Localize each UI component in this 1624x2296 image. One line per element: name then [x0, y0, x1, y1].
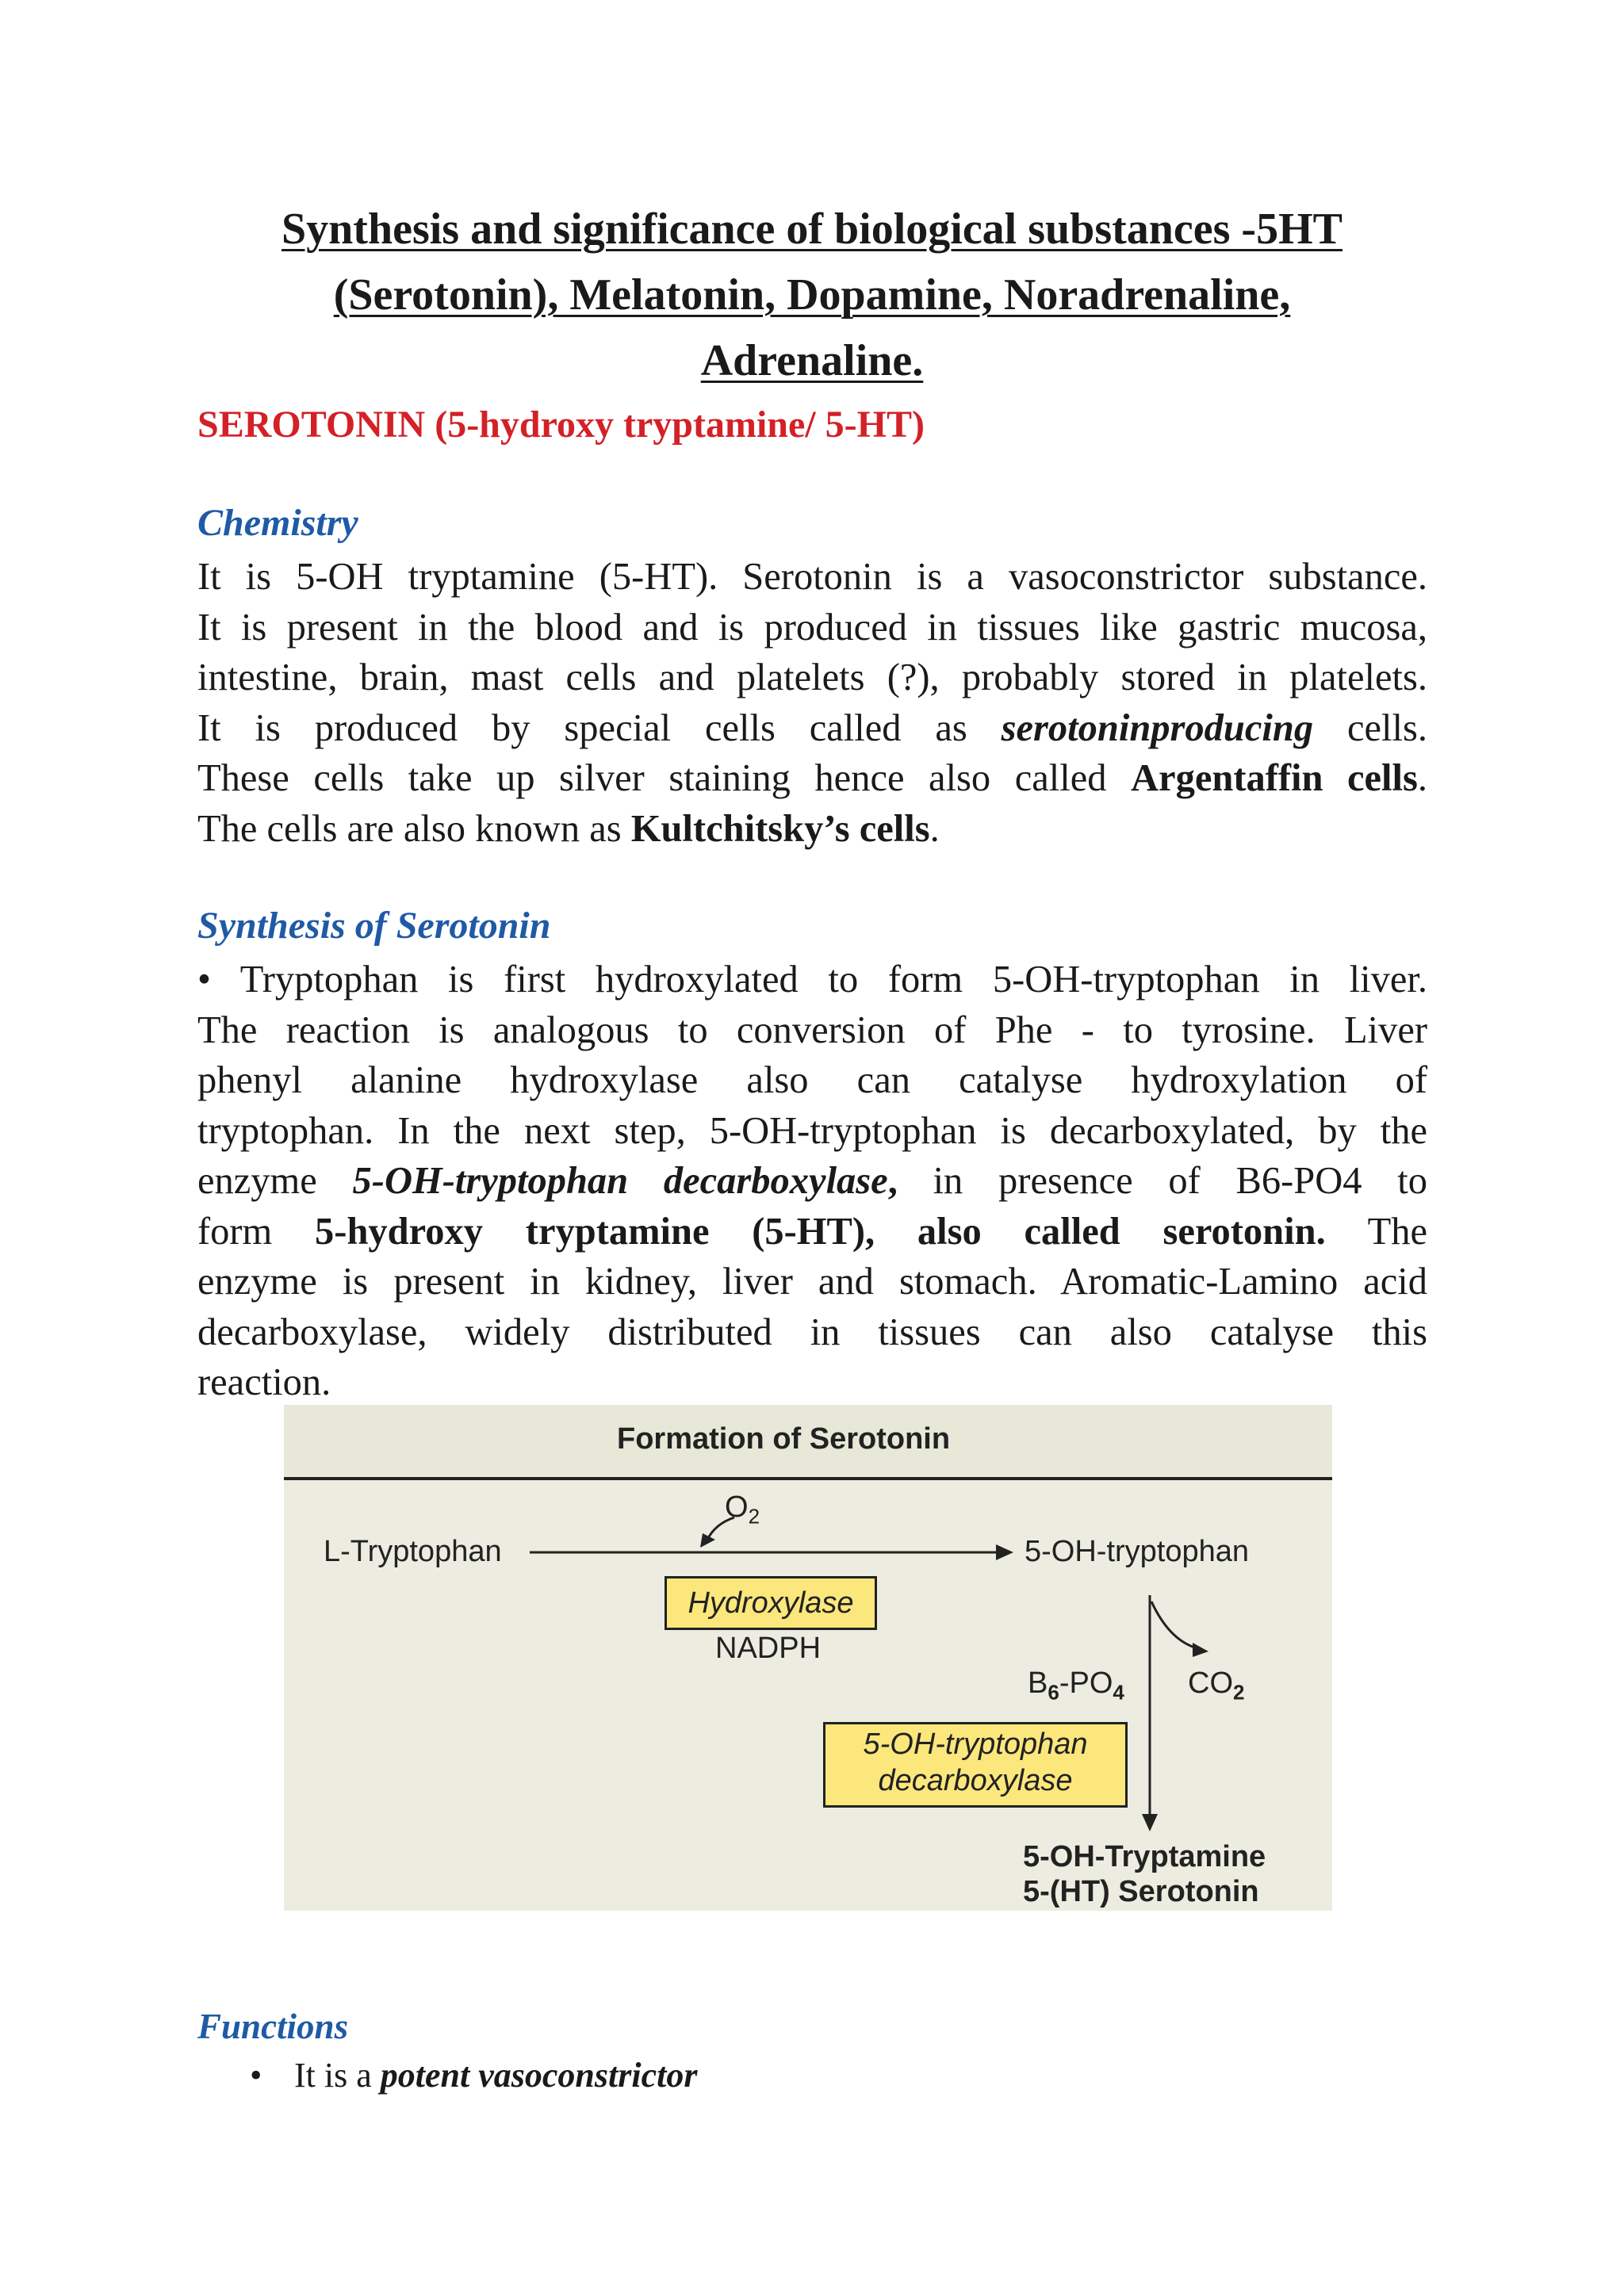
bullet-dot: •	[250, 2056, 262, 2095]
chemistry-heading: Chemistry	[197, 502, 358, 544]
serotoninproducing-term: serotoninproducing	[1001, 706, 1314, 749]
page-title	[159, 197, 1465, 394]
reaction-arrowhead-2	[1142, 1814, 1158, 1831]
synthesis-line-5: enzyme 5-OH-tryptophan decarboxylase, in presence of B6-PO4 to	[197, 1160, 1427, 1202]
chemistry-line-2: It is present in the blood and is produced in tissues like gastric mucosa,	[197, 606, 1427, 649]
functions-heading: Functions	[197, 2007, 349, 2046]
synthesis-line-9: reaction.	[197, 1361, 331, 1403]
serotonin-product-label	[1023, 1839, 1266, 1909]
figure-title: Formation of Serotonin	[617, 1422, 951, 1456]
serotonin-heading: SEROTONIN (5-hydroxy tryptamine/ 5-HT)	[197, 404, 925, 446]
co2-out-arrowhead	[1193, 1643, 1208, 1657]
nadph-label: NADPH	[715, 1632, 822, 1665]
b6-po4-label: $B_6-PO_4$	[1028, 1667, 1124, 1705]
synthesis-line-8: decarboxylase, widely distributed in tissues can also catalyse this	[197, 1311, 1427, 1353]
decarboxylase-box-line-1: 5-OH-tryptophan	[863, 1728, 1088, 1761]
chemistry-line-1: It is 5-OH tryptamine (5-HT). Serotonin is a vasoconstrictor substance.	[197, 556, 1427, 598]
chemistry-line-6: The cells are also known as Kultchitsky’s cells.	[197, 807, 940, 850]
argentaffin-term: Argentaffin cells	[1131, 757, 1418, 799]
chemistry-line-3: intestine, brain, mast cells and platelets (?), probably stored in platelets.	[197, 656, 1427, 698]
functions-bullet-1: • It is a potent vasoconstrictor	[250, 2056, 698, 2095]
decarboxylase-box	[823, 1722, 1128, 1808]
chemistry-paragraph	[197, 552, 1427, 854]
hydroxylase-box: Hydroxylase	[665, 1576, 877, 1630]
chemistry-line-5: These cells take up silver staining hence also called Argentaffin cells.	[197, 757, 1427, 799]
synthesis-line-6: form 5-hydroxy tryptamine (5-HT), also called serotonin. The	[197, 1210, 1428, 1253]
synthesis-line-4: tryptophan. In the next step, 5-OH-tryptophan is decarboxylated, by the	[197, 1109, 1427, 1152]
product-line-1: 5-OH-Tryptamine	[1023, 1840, 1266, 1873]
serotonin-term: 5-hydroxy tryptamine (5-HT), also called serotonin.	[315, 1210, 1326, 1253]
potent-vasoconstrictor-term: potent vasoconstrictor	[380, 2056, 698, 2095]
o2-label: $O_2$	[725, 1490, 760, 1529]
5-oh-tryptophan-label: 5-OH-tryptophan	[1025, 1535, 1250, 1568]
decarboxylase-box-line-2: decarboxylase	[878, 1764, 1073, 1797]
co2-out-arrow	[1151, 1601, 1201, 1649]
l-tryptophan-label: L-Tryptophan	[324, 1535, 502, 1568]
kultchitsky-term: Kultchitsky’s cells	[630, 807, 930, 850]
reaction-arrowhead-1	[996, 1544, 1013, 1560]
title-line-2: (Serotonin), Melatonin, Dopamine, Noradrenaline,	[333, 270, 1291, 320]
synthesis-line-7: enzyme is present in kidney, liver and stomach. Aromatic-Lamino acid	[197, 1261, 1427, 1303]
serotonin-formation-figure	[284, 1405, 1332, 1911]
synthesis-line-3: phenyl alanine hydroxylase also can catalyse hydroxylation of	[197, 1059, 1427, 1101]
o2-in-arrowhead	[700, 1533, 715, 1548]
co2-label: $CO_2$	[1188, 1667, 1245, 1705]
title-line-3: Adrenaline.	[700, 336, 924, 385]
synthesis-line-2: The reaction is analogous to conversion of Phe - to tyrosine. Liver	[197, 1008, 1427, 1051]
synthesis-paragraph	[197, 955, 1427, 1408]
chemistry-line-4: It is produced by special cells called as serotoninproducing cells.	[197, 706, 1428, 749]
product-line-2: 5-(HT) Serotonin	[1023, 1875, 1259, 1908]
synthesis-heading: Synthesis of Serotonin	[197, 905, 551, 947]
synthesis-line-1: • Tryptophan is first hydroxylated to form 5-OH-tryptophan in liver.	[197, 959, 1427, 1001]
title-line-1: Synthesis and significance of biological substances -5HT	[282, 205, 1342, 254]
decarboxylase-term: 5-OH-tryptophan decarboxylase	[352, 1160, 888, 1202]
